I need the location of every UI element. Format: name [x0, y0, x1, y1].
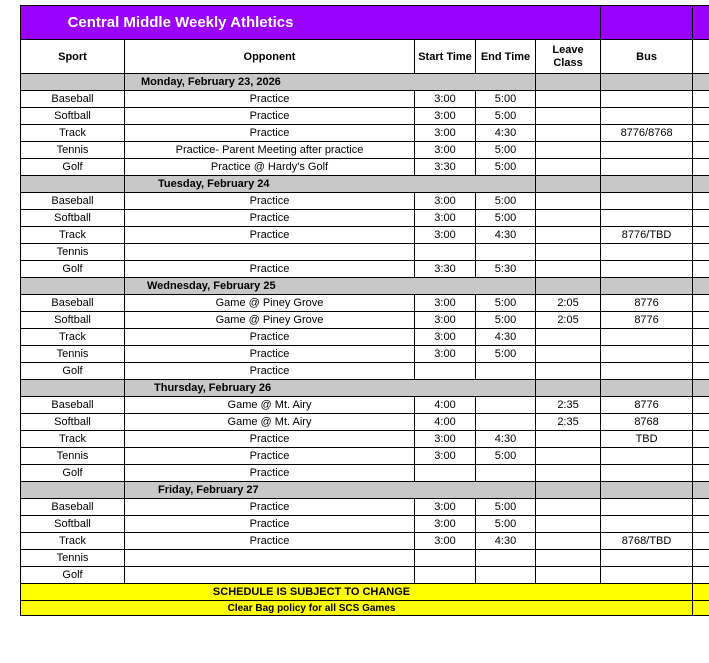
row-edge-cell: [693, 516, 709, 533]
leave-class-cell: [536, 346, 601, 363]
day-empty-cell: [536, 278, 601, 295]
end-time-cell: 5:00: [476, 346, 536, 363]
sport-cell: Track: [21, 533, 125, 550]
table-row: [21, 533, 709, 550]
opponent-cell: Practice: [125, 346, 415, 363]
sport-cell: Baseball: [21, 499, 125, 516]
end-time-cell: 5:00: [476, 295, 536, 312]
end-time-cell: 5:00: [476, 448, 536, 465]
bus-cell: [601, 465, 693, 482]
sport-cell: Golf: [21, 159, 125, 176]
table-row: [21, 516, 709, 533]
opponent-cell: Practice: [125, 499, 415, 516]
sport-cell: Softball: [21, 516, 125, 533]
bus-cell: [601, 244, 693, 261]
day-empty-cell: [601, 176, 693, 193]
row-edge-cell: [693, 550, 709, 567]
day-edge-cell: [693, 278, 709, 295]
opponent-cell: Practice @ Hardy's Golf: [125, 159, 415, 176]
bus-cell: [601, 363, 693, 380]
leave-class-cell: [536, 550, 601, 567]
row-edge-cell: [693, 193, 709, 210]
start-time-cell: 3:00: [415, 312, 476, 329]
bus-cell: 8776: [601, 397, 693, 414]
bus-cell: 8776: [601, 312, 693, 329]
bus-cell: 8768: [601, 414, 693, 431]
row-edge-cell: [693, 261, 709, 278]
col-header-bus: Bus: [601, 40, 693, 74]
opponent-cell: Practice: [125, 431, 415, 448]
notice-edge-cell: [693, 601, 709, 616]
day-empty-cell: [536, 482, 601, 499]
bus-cell: [601, 159, 693, 176]
bus-cell: 8776: [601, 295, 693, 312]
sport-cell: Golf: [21, 363, 125, 380]
bus-cell: 8776/8768: [601, 125, 693, 142]
opponent-cell: Practice: [125, 108, 415, 125]
day-empty-cell: [536, 176, 601, 193]
sport-cell: Golf: [21, 567, 125, 584]
row-edge-cell: [693, 363, 709, 380]
day-empty-cell: [601, 74, 693, 91]
end-time-cell: [476, 397, 536, 414]
leave-class-cell: 2:05: [536, 295, 601, 312]
day-label: Thursday, February 26: [154, 382, 272, 394]
bus-cell: [601, 261, 693, 278]
day-header-row: [21, 74, 709, 91]
table-row: [21, 550, 709, 567]
col-header-leave-class: [536, 40, 601, 74]
sport-cell: Baseball: [21, 295, 125, 312]
leave-class-cell: 2:35: [536, 397, 601, 414]
leave-class-cell: [536, 159, 601, 176]
sport-cell: Tennis: [21, 244, 125, 261]
table-row: [21, 125, 709, 142]
leave-class-cell: [536, 499, 601, 516]
row-edge-cell: [693, 414, 709, 431]
leave-class-cell: 2:35: [536, 414, 601, 431]
table-row: [21, 108, 709, 125]
start-time-cell: [415, 465, 476, 482]
row-edge-cell: [693, 108, 709, 125]
bus-cell: [601, 142, 693, 159]
day-label-cell: [125, 278, 536, 295]
page-title-text: Central Middle Weekly Athletics: [67, 14, 294, 31]
sport-cell: Track: [21, 227, 125, 244]
day-spacer-cell: [21, 176, 125, 193]
table-row: [21, 363, 709, 380]
start-time-cell: 3:00: [415, 533, 476, 550]
sport-cell: Golf: [21, 465, 125, 482]
row-edge-cell: [693, 244, 709, 261]
leave-class-cell: [536, 108, 601, 125]
table-row: [21, 414, 709, 431]
sport-cell: Tennis: [21, 346, 125, 363]
bus-cell: [601, 91, 693, 108]
leave-class-cell: [536, 533, 601, 550]
sport-cell: Baseball: [21, 91, 125, 108]
day-empty-cell: [536, 74, 601, 91]
leave-class-cell: [536, 142, 601, 159]
table-row: [21, 346, 709, 363]
opponent-cell: Game @ Piney Grove: [125, 295, 415, 312]
end-time-cell: 5:00: [476, 210, 536, 227]
day-label-cell: [125, 74, 536, 91]
leave-label: Leave: [552, 43, 584, 56]
sport-cell: Track: [21, 329, 125, 346]
start-time-cell: 3:30: [415, 159, 476, 176]
row-edge-cell: [693, 499, 709, 516]
table-row: [21, 448, 709, 465]
leave-class-cell: [536, 227, 601, 244]
day-empty-cell: [601, 482, 693, 499]
start-time-cell: 3:00: [415, 329, 476, 346]
leave-class-cell: [536, 448, 601, 465]
day-empty-cell: [536, 380, 601, 397]
bus-cell: [601, 567, 693, 584]
end-time-cell: 4:30: [476, 227, 536, 244]
leave-class-cell: [536, 244, 601, 261]
class-label: Class: [553, 56, 583, 69]
start-time-cell: 4:00: [415, 414, 476, 431]
end-time-cell: 5:30: [476, 261, 536, 278]
table-row: [21, 210, 709, 227]
start-time-cell: [415, 244, 476, 261]
row-edge-cell: [693, 125, 709, 142]
bus-cell: [601, 448, 693, 465]
day-edge-cell: [693, 380, 709, 397]
table-row: [21, 329, 709, 346]
end-time-cell: 4:30: [476, 533, 536, 550]
leave-class-cell: [536, 210, 601, 227]
schedule-sheet: [20, 5, 709, 616]
table-row: [21, 397, 709, 414]
opponent-cell: Practice: [125, 193, 415, 210]
day-label-cell: [125, 482, 536, 499]
header-row: [21, 40, 709, 74]
opponent-cell: [125, 567, 415, 584]
day-header-row: [21, 482, 709, 499]
leave-class-cell: [536, 329, 601, 346]
row-edge-cell: [693, 431, 709, 448]
sport-cell: Golf: [21, 261, 125, 278]
opponent-cell: Practice: [125, 261, 415, 278]
day-label: Monday, February 23, 2026: [141, 76, 281, 88]
table-row: [21, 159, 709, 176]
leave-class-cell: [536, 363, 601, 380]
day-label: Wednesday, February 25: [147, 280, 276, 292]
table-row: [21, 142, 709, 159]
notice-row-1: [21, 584, 709, 601]
sport-cell: Softball: [21, 210, 125, 227]
day-header-row: [21, 176, 709, 193]
day-edge-cell: [693, 482, 709, 499]
schedule-change-text: SCHEDULE IS SUBJECT TO CHANGE: [212, 586, 411, 598]
row-edge-cell: [693, 346, 709, 363]
bus-cell: [601, 193, 693, 210]
title-row: [21, 6, 709, 40]
leave-class-cell: [536, 193, 601, 210]
start-time-cell: 3:00: [415, 142, 476, 159]
leave-class-cell: [536, 516, 601, 533]
table-row: [21, 295, 709, 312]
end-time-cell: [476, 567, 536, 584]
title-edge-cell: [693, 6, 709, 40]
opponent-cell: [125, 550, 415, 567]
opponent-cell: Game @ Piney Grove: [125, 312, 415, 329]
start-time-cell: [415, 363, 476, 380]
col-header-sport: Sport: [21, 40, 125, 74]
sport-cell: Softball: [21, 108, 125, 125]
start-time-cell: [415, 550, 476, 567]
row-edge-cell: [693, 465, 709, 482]
opponent-cell: Practice: [125, 125, 415, 142]
row-edge-cell: [693, 567, 709, 584]
bus-cell: [601, 108, 693, 125]
day-spacer-cell: [21, 380, 125, 397]
end-time-cell: [476, 244, 536, 261]
row-edge-cell: [693, 533, 709, 550]
start-time-cell: 3:00: [415, 295, 476, 312]
end-time-cell: 5:00: [476, 159, 536, 176]
leave-class-cell: [536, 261, 601, 278]
opponent-cell: Practice: [125, 210, 415, 227]
sport-cell: Softball: [21, 312, 125, 329]
end-time-cell: 5:00: [476, 516, 536, 533]
opponent-cell: Practice: [125, 516, 415, 533]
leave-class-cell: [536, 91, 601, 108]
leave-class-cell: [536, 431, 601, 448]
col-header-opponent: Opponent: [125, 40, 415, 74]
bus-cell: TBD: [601, 431, 693, 448]
day-edge-cell: [693, 176, 709, 193]
start-time-cell: 3:00: [415, 193, 476, 210]
page-title: [21, 6, 601, 40]
sport-cell: Baseball: [21, 397, 125, 414]
opponent-cell: Game @ Mt. Airy: [125, 397, 415, 414]
leave-class-cell: [536, 465, 601, 482]
sport-cell: Tennis: [21, 550, 125, 567]
table-row: [21, 465, 709, 482]
start-time-cell: 3:00: [415, 448, 476, 465]
row-edge-cell: [693, 210, 709, 227]
start-time-cell: 3:00: [415, 91, 476, 108]
row-edge-cell: [693, 142, 709, 159]
day-spacer-cell: [21, 482, 125, 499]
bus-cell: 8768/TBD: [601, 533, 693, 550]
start-time-cell: [415, 567, 476, 584]
opponent-cell: Practice: [125, 448, 415, 465]
table-row: [21, 312, 709, 329]
schedule-change-notice: [21, 584, 693, 601]
header-edge-cell: [693, 40, 709, 74]
leave-class-cell: 2:05: [536, 312, 601, 329]
end-time-cell: [476, 414, 536, 431]
day-label-cell: [125, 380, 536, 397]
day-label: Friday, February 27: [158, 484, 259, 496]
start-time-cell: 3:00: [415, 210, 476, 227]
sport-cell: Tennis: [21, 448, 125, 465]
start-time-cell: 3:00: [415, 516, 476, 533]
clear-bag-text: Clear Bag policy for all SCS Games: [227, 602, 396, 614]
day-header-row: [21, 380, 709, 397]
row-edge-cell: [693, 227, 709, 244]
end-time-cell: [476, 465, 536, 482]
row-edge-cell: [693, 91, 709, 108]
col-header-start-time: Start Time: [415, 40, 476, 74]
title-bus-cell: [601, 6, 693, 40]
end-time-cell: [476, 363, 536, 380]
end-time-cell: 5:00: [476, 499, 536, 516]
start-time-cell: 4:00: [415, 397, 476, 414]
sport-cell: Track: [21, 125, 125, 142]
bus-cell: [601, 516, 693, 533]
sport-cell: Tennis: [21, 142, 125, 159]
end-time-cell: 5:00: [476, 193, 536, 210]
start-time-cell: 3:00: [415, 125, 476, 142]
end-time-cell: 5:00: [476, 142, 536, 159]
col-header-end-time: End Time: [476, 40, 536, 74]
sport-cell: Track: [21, 431, 125, 448]
day-spacer-cell: [21, 278, 125, 295]
sport-cell: Softball: [21, 414, 125, 431]
leave-class-cell: [536, 567, 601, 584]
row-edge-cell: [693, 397, 709, 414]
start-time-cell: 3:30: [415, 261, 476, 278]
leave-class-cell: [536, 125, 601, 142]
end-time-cell: 5:00: [476, 312, 536, 329]
day-empty-cell: [601, 278, 693, 295]
row-edge-cell: [693, 448, 709, 465]
row-edge-cell: [693, 329, 709, 346]
start-time-cell: 3:00: [415, 227, 476, 244]
notice-row-2: [21, 601, 709, 616]
opponent-cell: Practice: [125, 91, 415, 108]
opponent-cell: Practice: [125, 329, 415, 346]
day-label-cell: [125, 176, 536, 193]
end-time-cell: 5:00: [476, 108, 536, 125]
opponent-cell: Game @ Mt. Airy: [125, 414, 415, 431]
table-row: [21, 567, 709, 584]
end-time-cell: 4:30: [476, 431, 536, 448]
start-time-cell: 3:00: [415, 499, 476, 516]
day-header-row: [21, 278, 709, 295]
opponent-cell: Practice: [125, 363, 415, 380]
start-time-cell: 3:00: [415, 431, 476, 448]
opponent-cell: [125, 244, 415, 261]
row-edge-cell: [693, 312, 709, 329]
bus-cell: 8776/TBD: [601, 227, 693, 244]
opponent-cell: Practice: [125, 533, 415, 550]
bus-cell: [601, 550, 693, 567]
opponent-cell: Practice- Parent Meeting after practice: [125, 142, 415, 159]
end-time-cell: 4:30: [476, 125, 536, 142]
clear-bag-notice: [21, 601, 693, 616]
day-empty-cell: [601, 380, 693, 397]
row-edge-cell: [693, 159, 709, 176]
table-row: [21, 261, 709, 278]
start-time-cell: 3:00: [415, 108, 476, 125]
opponent-cell: Practice: [125, 465, 415, 482]
table-row: [21, 499, 709, 516]
table-row: [21, 91, 709, 108]
opponent-cell: Practice: [125, 227, 415, 244]
bus-cell: [601, 210, 693, 227]
bus-cell: [601, 499, 693, 516]
end-time-cell: [476, 550, 536, 567]
table-row: [21, 193, 709, 210]
day-spacer-cell: [21, 74, 125, 91]
row-edge-cell: [693, 295, 709, 312]
notice-edge-cell: [693, 584, 709, 601]
end-time-cell: 4:30: [476, 329, 536, 346]
day-edge-cell: [693, 74, 709, 91]
schedule-table: [20, 5, 709, 616]
end-time-cell: 5:00: [476, 91, 536, 108]
table-row: [21, 227, 709, 244]
day-label: Tuesday, February 24: [158, 178, 270, 190]
table-row: [21, 431, 709, 448]
bus-cell: [601, 346, 693, 363]
sport-cell: Baseball: [21, 193, 125, 210]
table-row: [21, 244, 709, 261]
start-time-cell: 3:00: [415, 346, 476, 363]
bus-cell: [601, 329, 693, 346]
